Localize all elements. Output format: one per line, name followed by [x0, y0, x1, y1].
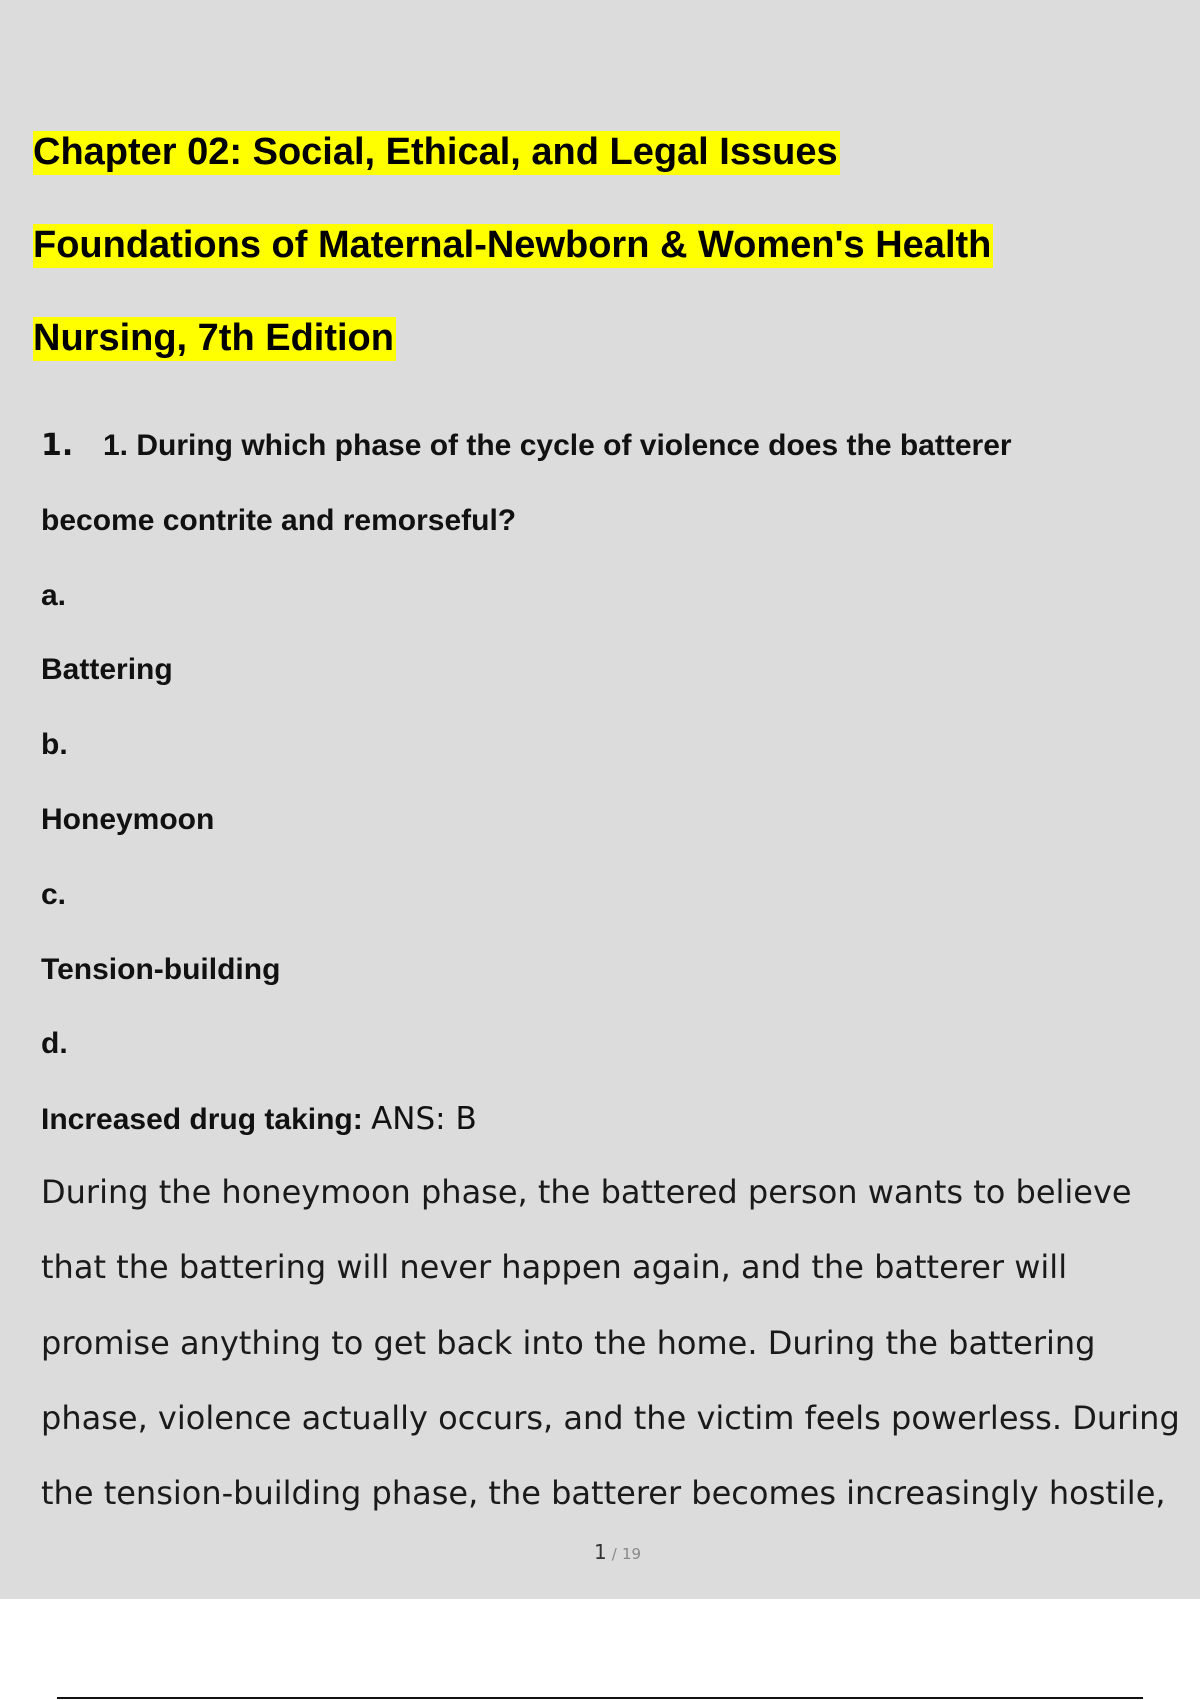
option-b-letter: b. — [41, 728, 68, 761]
next-page-rule — [57, 1697, 1143, 1699]
option-d-text: Increased drug taking: — [41, 1103, 363, 1136]
rationale-line-3: promise anything to get back into the home. During the battering — [41, 1324, 1096, 1362]
option-d-line — [41, 1101, 477, 1138]
current-page: 1 — [593, 1540, 607, 1564]
rationale-line-2: that the battering will never happen again, and the batterer will — [41, 1248, 1068, 1286]
question-stem-line-1 — [41, 428, 1012, 464]
option-b-text: Honeymoon — [41, 803, 215, 836]
question-text-1: 1. During which phase of the cycle of violence does the batterer — [103, 429, 1012, 462]
question-number: 1. — [41, 428, 74, 463]
page-separator: / — [611, 1545, 617, 1563]
option-c-text: Tension-building — [41, 953, 281, 986]
option-c-letter: c. — [41, 878, 67, 911]
total-pages: 19 — [621, 1545, 642, 1563]
option-d-letter: d. — [41, 1027, 68, 1060]
book-title-line-1: Foundations of Maternal-Newborn & Women's Health — [33, 224, 992, 266]
rationale-line-5: the tension-building phase, the batterer becomes increasingly hostile, — [41, 1474, 1166, 1512]
question-stem-line-2: become contrite and remorseful? — [41, 504, 517, 537]
book-title-line-2: Nursing, 7th Edition — [33, 317, 394, 359]
page-indicator — [0, 1540, 1200, 1564]
option-a-letter: a. — [41, 579, 67, 612]
rationale-line-1: During the honeymoon phase, the battered person wants to believe — [41, 1173, 1132, 1211]
answer-key: ANS: B — [371, 1101, 477, 1137]
rationale-line-4: phase, violence actually occurs, and the victim feels powerless. During — [41, 1399, 1180, 1437]
chapter-title: Chapter 02: Social, Ethical, and Legal Issues — [33, 131, 838, 173]
option-a-text: Battering — [41, 653, 173, 686]
